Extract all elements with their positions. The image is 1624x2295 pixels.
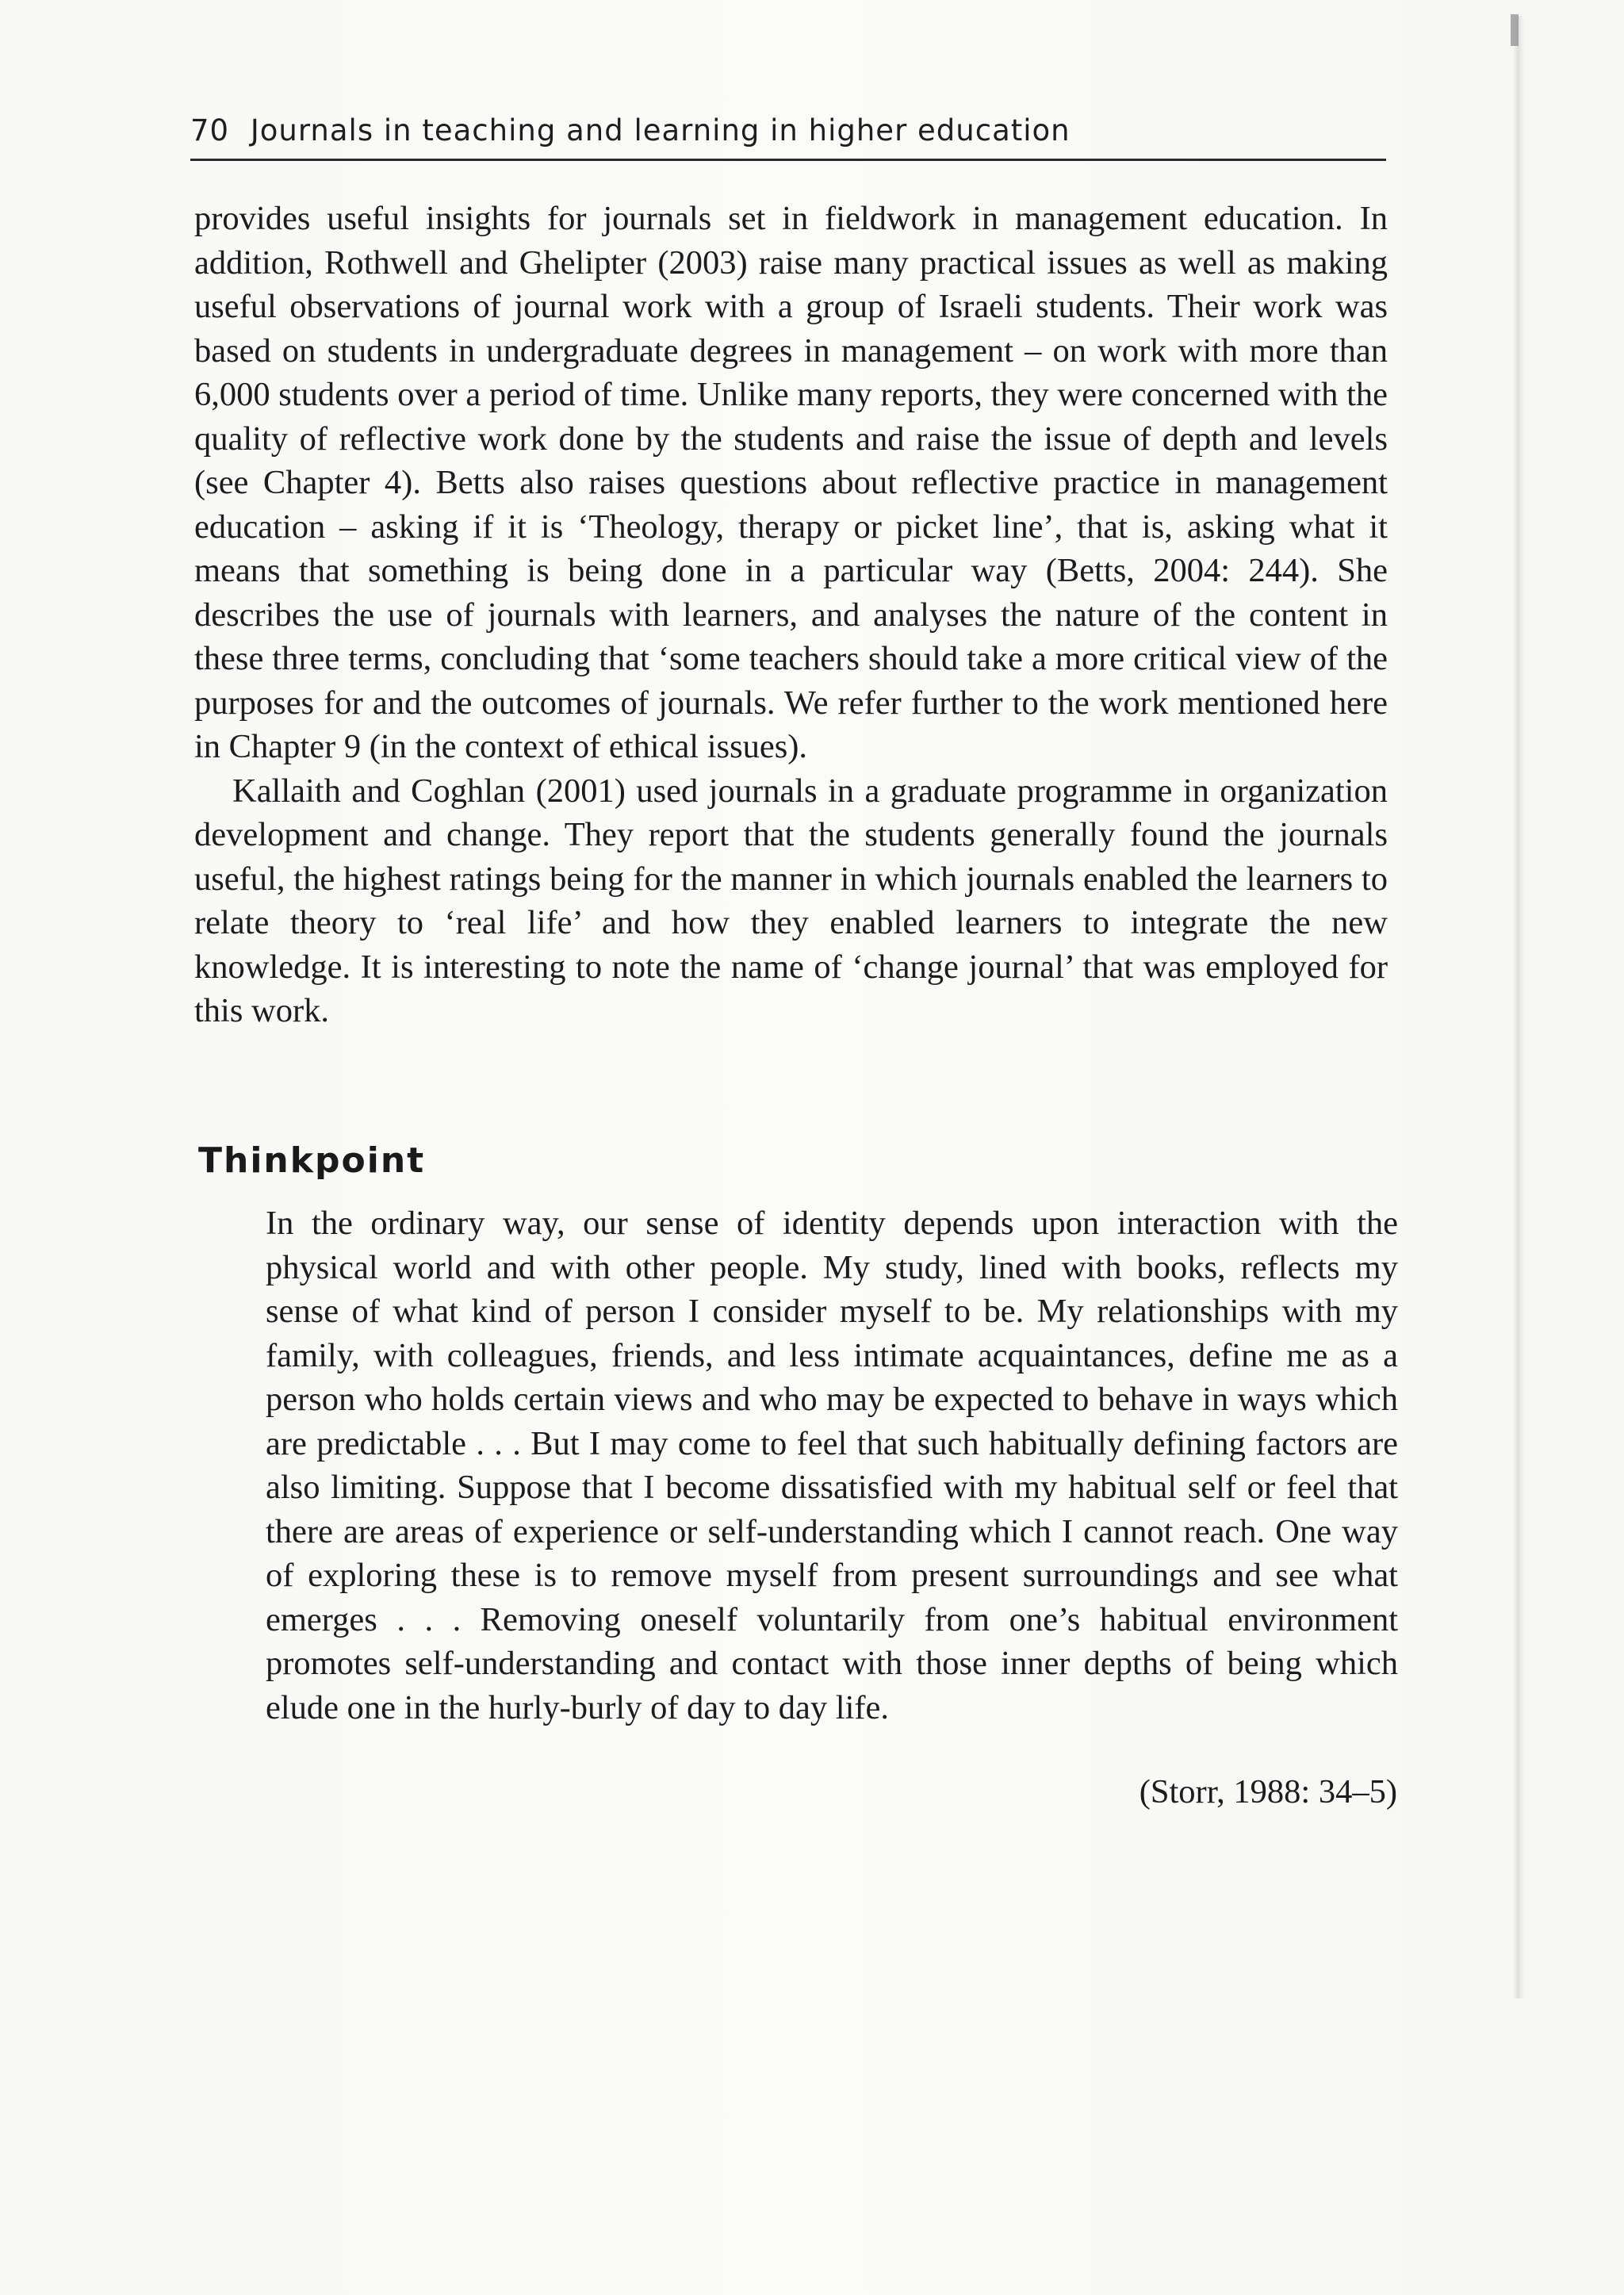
page-edge-shadow xyxy=(1513,16,1524,1998)
header-rule xyxy=(190,159,1386,161)
page-edge-mark xyxy=(1511,14,1519,46)
paragraph-2: Kallaith and Coghlan (2001) used journals in a graduate programme in organization development and change. They report that the students generally found the journals useful, the highest ratings being for the manner in which journals enabled the learners to relate theory to ‘real life’ and how they enabled learners to integrate the new knowledge. It is interesting to note the name of ‘change journal’ that was employed for this work. xyxy=(194,772,1388,1029)
running-title: Journals in teaching and learning in higher education xyxy=(250,113,1071,148)
quote-text: In the ordinary way, our sense of identity depends upon interaction with the physical world and with other people. My study, lined with books, reflects my sense of what kind of person I consider myself to be. My relationships with my family, with colleagues, friends, and less intimate acquaintances, define me as a person who holds certain views and who may be expected to behave in ways which are predictable . . . But I may come to feel that such habitually defining factors are also limiting. Suppose that I become dissatisfied with my habitual self or feel that there are areas of experience or self-understanding which I cannot reach. One way of exploring these is to remove myself from present surroundings and see what emerges . . . Removing oneself voluntarily from one’s habitual environment promotes self-understanding and contact with those inner depths of being which elude one in the hurly-burly of day to day life. xyxy=(266,1205,1398,1726)
thinkpoint-heading: Thinkpoint xyxy=(198,1140,426,1181)
running-head xyxy=(190,113,1380,148)
paragraph-1: provides useful insights for journals set in fieldwork in management education. In addition, Rothwell and Ghelipter (2003) raise many practical issues as well as making useful observations of journal work with a group of Israeli students. Their work was based on students in undergraduate degrees in management – on work with more than 6,000 students over a period of time. Unlike many reports, they were concerned with the quality of reflective work done by the students and raise the issue of depth and levels (see Chapter 4). Betts also raises questions about reflective practice in management education – asking if it is ‘Theology, therapy or picket line’, that is, asking what it means that something is being done in a particular way (Betts, 2004: 244). She describes the use of journals with learners, and analyses the nature of the content in these three terms, concluding that ‘some teachers should take a more critical view of the purposes for and the outcomes of journals. We refer further to the work mentioned here in Chapter 9 (in the context of ethical issues). xyxy=(194,200,1388,765)
page-number: 70 xyxy=(190,113,230,148)
quote-citation: (Storr, 1988: 34–5) xyxy=(1139,1773,1397,1810)
main-text xyxy=(194,197,1388,1033)
thinkpoint-quote xyxy=(266,1201,1398,1730)
